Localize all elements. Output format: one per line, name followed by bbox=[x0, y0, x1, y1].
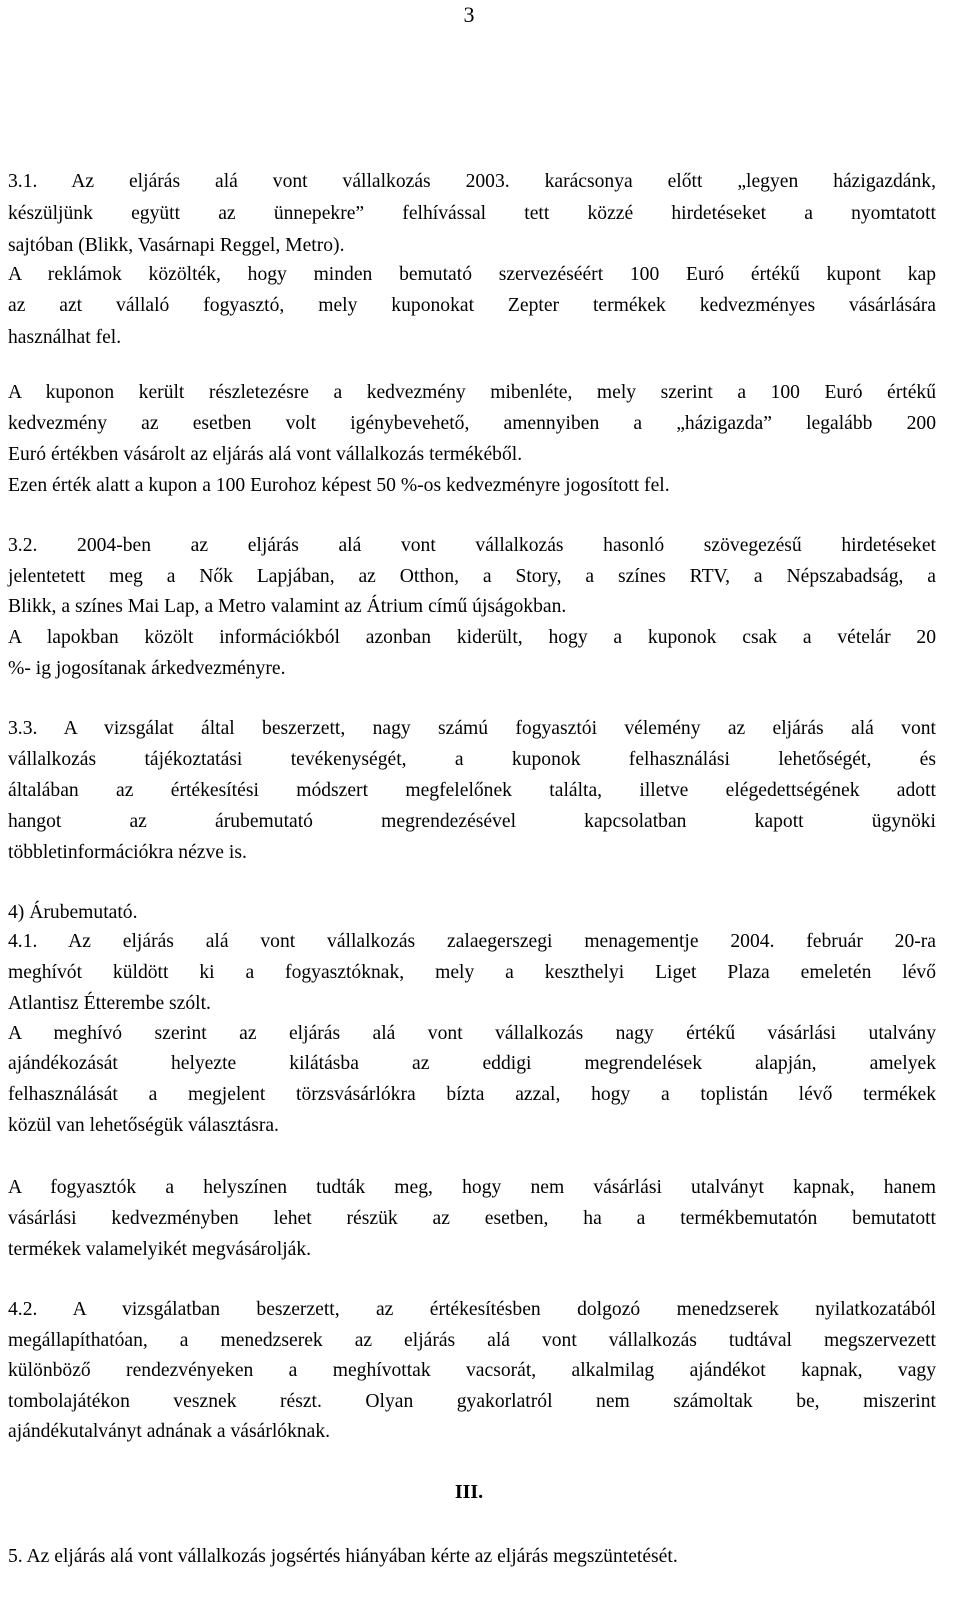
section-title: 4) Árubemutató. bbox=[8, 902, 138, 923]
paragraph-line: termékek valamelyikét megvásárolják. bbox=[8, 1239, 312, 1260]
section-heading-iii: III. bbox=[454, 1481, 484, 1503]
paragraph-line: felhasználását a megjelent törzsvásárlókra bízta azzal, hogy a toplistán lévő termékek bbox=[8, 1084, 936, 1105]
paragraph-line: Ezen érték alatt a kupon a 100 Eurohoz képest 50 %-os kedvezményre jogosított fel. bbox=[8, 475, 670, 496]
paragraph-line: Blikk, a színes Mai Lap, a Metro valamint az Átrium című újságokban. bbox=[8, 596, 567, 617]
paragraph-line: 4.2. A vizsgálatban beszerzett, az értékesítésben dolgozó menedzserek nyilatkozatából bbox=[8, 1299, 936, 1320]
paragraph-line: A lapokban közölt információkból azonban kiderült, hogy a kuponok csak a vételár 20 bbox=[8, 627, 936, 648]
paragraph-line: ajándékozását helyezte kilátásba az eddigi megrendelések alapján, amelyek bbox=[8, 1053, 936, 1074]
paragraph-line: A fogyasztók a helyszínen tudták meg, hogy nem vásárlási utalványt kapnak, hanem bbox=[8, 1177, 936, 1198]
paragraph-line: A reklámok közölték, hogy minden bemutató szervezéséért 100 Euró értékű kupont kap bbox=[8, 264, 936, 285]
paragraph-line: különböző rendezvényeken a meghívottak vacsorát, alkalmilag ajándékot kapnak, vagy bbox=[8, 1360, 936, 1381]
paragraph-line: 5. Az eljárás alá vont vállalkozás jogsértés hiányában kérte az eljárás megszüntetését. bbox=[8, 1546, 678, 1567]
paragraph-line: közül van lehetőségük választásra. bbox=[8, 1115, 279, 1136]
paragraph-line: ajándékutalványt adnának a vásárlóknak. bbox=[8, 1421, 331, 1442]
paragraph-line: megállapíthatóan, a menedzserek az eljárás alá vont vállalkozás tudtával megszervezett bbox=[8, 1330, 936, 1351]
paragraph-line: tombolajátékon vesznek részt. Olyan gyakorlatról nem számoltak be, miszerint bbox=[8, 1391, 936, 1412]
paragraph-line: Atlantisz Étterembe szólt. bbox=[8, 993, 211, 1014]
paragraph-line: A kuponon került részletezésre a kedvezmény mibenléte, mely szerint a 100 Euró értékű bbox=[8, 382, 936, 403]
paragraph-line: vásárlási kedvezményben lehet részük az esetben, ha a termékbemutatón bemutatott bbox=[8, 1208, 936, 1229]
paragraph-line: 3.3. A vizsgálat által beszerzett, nagy számú fogyasztói vélemény az eljárás alá vont bbox=[8, 718, 936, 739]
paragraph-line: meghívót küldött ki a fogyasztóknak, mely a keszthelyi Liget Plaza emeletén lévő bbox=[8, 962, 936, 983]
page-number: 3 bbox=[463, 2, 475, 27]
paragraph-line: 3.1. Az eljárás alá vont vállalkozás 2003. karácsonya előtt „legyen házigazdánk, bbox=[8, 171, 936, 192]
paragraph-line: A meghívó szerint az eljárás alá vont vállalkozás nagy értékű vásárlási utalvány bbox=[8, 1023, 936, 1044]
paragraph-line: %- ig jogosítanak árkedvezményre. bbox=[8, 658, 286, 679]
paragraph-line: általában az értékesítési módszert megfelelőnek találta, illetve elégedettségének adott bbox=[8, 780, 936, 801]
paragraph-line: többletinformációkra nézve is. bbox=[8, 842, 247, 863]
paragraph-line: vállalkozás tájékoztatási tevékenységét, a kuponok felhasználási lehetőségét, és bbox=[8, 749, 936, 770]
paragraph-line: Euró értékben vásárolt az eljárás alá vont vállalkozás termékéből. bbox=[8, 444, 523, 465]
paragraph-line: hangot az árubemutató megrendezésével kapcsolatban kapott ügynöki bbox=[8, 811, 936, 832]
paragraph-line: készüljünk együtt az ünnepekre” felhívással tett közzé hirdetéseket a nyomtatott bbox=[8, 203, 936, 224]
paragraph-line: használhat fel. bbox=[8, 327, 122, 348]
paragraph-line: jelentetett meg a Nők Lapjában, az Otthon, a Story, a színes RTV, a Népszabadság, a bbox=[8, 566, 936, 587]
paragraph-line: sajtóban (Blikk, Vasárnapi Reggel, Metro). bbox=[8, 235, 345, 256]
paragraph-line: 4.1. Az eljárás alá vont vállalkozás zalaegerszegi menagementje 2004. február 20-ra bbox=[8, 931, 936, 952]
paragraph-line: kedvezmény az esetben volt igénybevehető, amennyiben a „házigazda” legalább 200 bbox=[8, 413, 936, 434]
paragraph-line: 3.2. 2004-ben az eljárás alá vont vállalkozás hasonló szövegezésű hirdetéseket bbox=[8, 535, 936, 556]
paragraph-line: az azt vállaló fogyasztó, mely kuponokat Zepter termékek kedvezményes vásárlására bbox=[8, 295, 936, 316]
